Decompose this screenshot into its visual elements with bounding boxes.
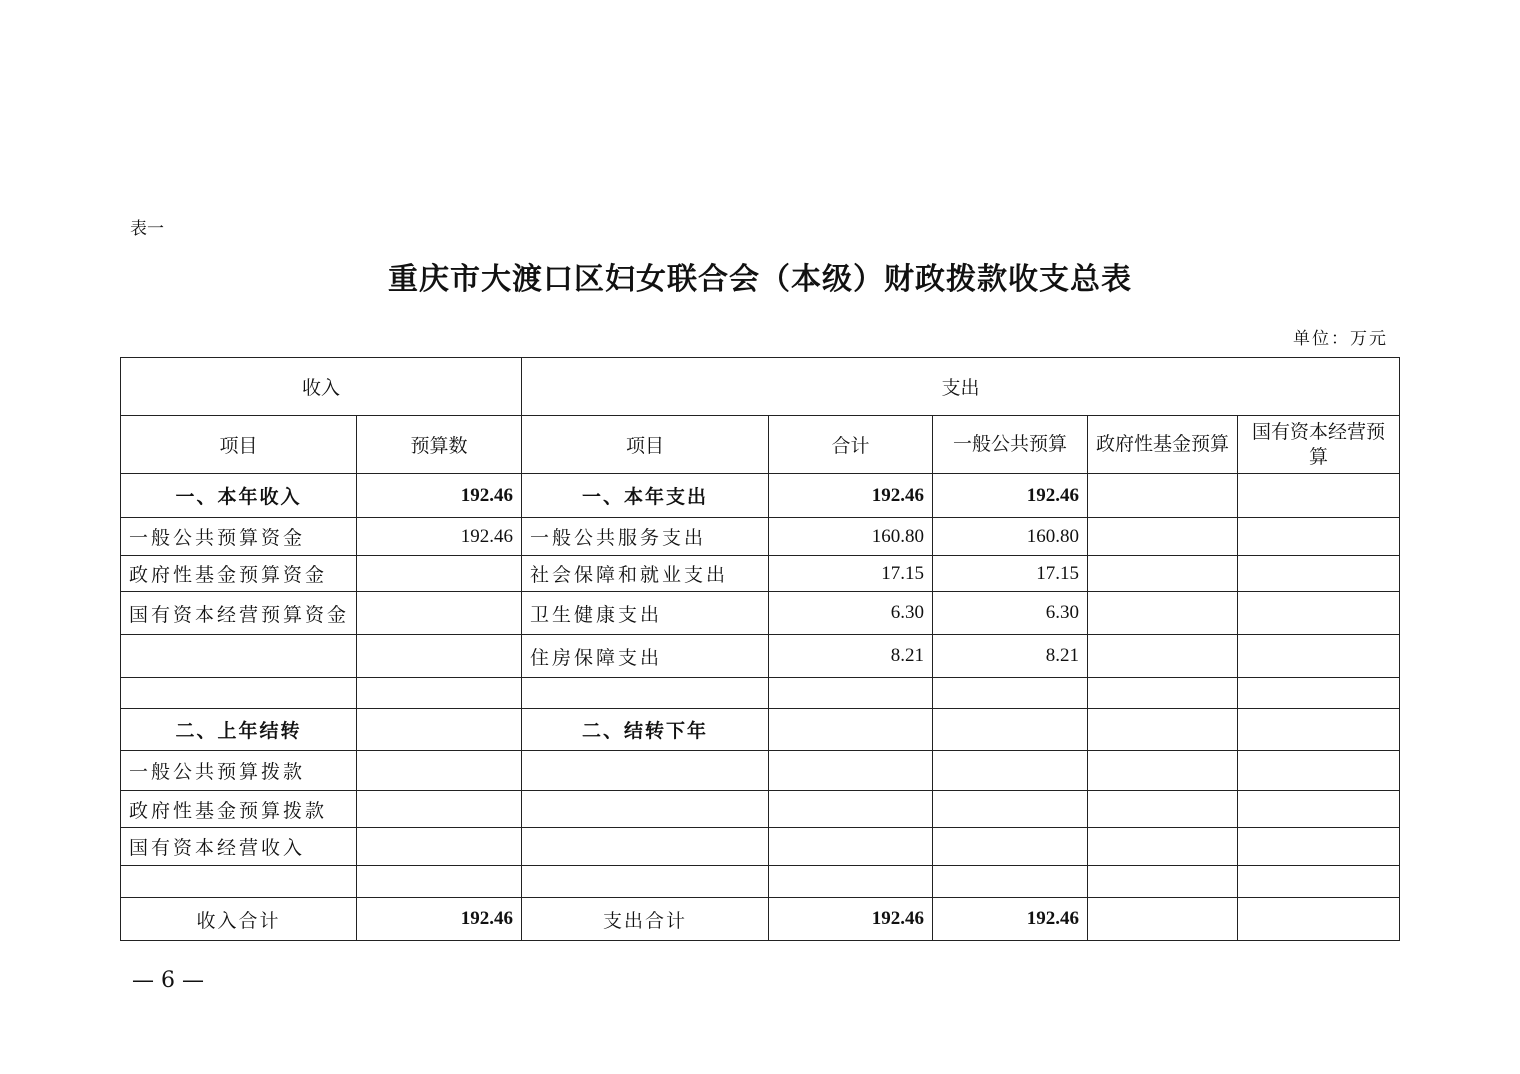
income-item-cell: 一、本年收入 bbox=[121, 474, 357, 518]
table-row bbox=[121, 518, 1400, 556]
expense-item-cell: 卫生健康支出 bbox=[522, 592, 769, 635]
expense-total-cell: 192.46 bbox=[769, 898, 933, 941]
gov-fund-cell bbox=[1088, 751, 1238, 791]
general-budget-cell: 6.30 bbox=[933, 592, 1088, 635]
general-budget-cell bbox=[933, 866, 1088, 898]
expense-total-cell bbox=[769, 866, 933, 898]
table-row bbox=[121, 828, 1400, 866]
general-budget-cell bbox=[933, 791, 1088, 828]
expense-total-cell bbox=[769, 791, 933, 828]
income-amount-cell bbox=[357, 709, 522, 751]
table-row bbox=[121, 556, 1400, 592]
table-row bbox=[121, 866, 1400, 898]
gov-fund-cell bbox=[1088, 866, 1238, 898]
table-row bbox=[121, 898, 1400, 941]
expense-item-cell bbox=[522, 828, 769, 866]
gov-fund-cell bbox=[1088, 791, 1238, 828]
income-item-cell: 二、上年结转 bbox=[121, 709, 357, 751]
header-gov-fund: 政府性基金预算 bbox=[1088, 416, 1238, 474]
expense-item-cell: 住房保障支出 bbox=[522, 635, 769, 678]
gov-fund-cell bbox=[1088, 474, 1238, 518]
state-capital-cell bbox=[1238, 678, 1400, 709]
state-capital-cell bbox=[1238, 791, 1400, 828]
income-item-cell: 一般公共预算资金 bbox=[121, 518, 357, 556]
expense-item-cell bbox=[522, 751, 769, 791]
expense-item-cell: 社会保障和就业支出 bbox=[522, 556, 769, 592]
table-row bbox=[121, 474, 1400, 518]
income-item-cell: 一般公共预算拨款 bbox=[121, 751, 357, 791]
state-capital-cell bbox=[1238, 592, 1400, 635]
income-amount-cell bbox=[357, 791, 522, 828]
income-item-cell: 政府性基金预算拨款 bbox=[121, 791, 357, 828]
gov-fund-cell bbox=[1088, 828, 1238, 866]
header-income-item: 项目 bbox=[121, 416, 357, 474]
expense-item-cell bbox=[522, 678, 769, 709]
income-item-cell bbox=[121, 635, 357, 678]
table-row bbox=[121, 709, 1400, 751]
state-capital-cell bbox=[1238, 709, 1400, 751]
gov-fund-cell bbox=[1088, 518, 1238, 556]
income-amount-cell bbox=[357, 678, 522, 709]
general-budget-cell: 192.46 bbox=[933, 898, 1088, 941]
income-item-cell: 收入合计 bbox=[121, 898, 357, 941]
expense-total-cell bbox=[769, 709, 933, 751]
unit-label: 单位：万元 bbox=[1293, 329, 1388, 349]
income-amount-cell bbox=[357, 828, 522, 866]
table-label: 表一 bbox=[130, 219, 164, 239]
income-item-cell: 国有资本经营收入 bbox=[121, 828, 357, 866]
state-capital-cell bbox=[1238, 518, 1400, 556]
income-item-cell bbox=[121, 866, 357, 898]
state-capital-cell bbox=[1238, 474, 1400, 518]
expense-item-cell bbox=[522, 791, 769, 828]
header-total: 合计 bbox=[769, 416, 933, 474]
general-budget-cell bbox=[933, 709, 1088, 751]
general-budget-cell: 17.15 bbox=[933, 556, 1088, 592]
expense-total-cell: 8.21 bbox=[769, 635, 933, 678]
table-row bbox=[121, 751, 1400, 791]
income-amount-cell: 192.46 bbox=[357, 474, 522, 518]
header-row-2 bbox=[121, 416, 1400, 474]
gov-fund-cell bbox=[1088, 556, 1238, 592]
table-row bbox=[121, 791, 1400, 828]
state-capital-cell bbox=[1238, 751, 1400, 791]
expense-item-cell: 二、结转下年 bbox=[522, 709, 769, 751]
gov-fund-cell bbox=[1088, 709, 1238, 751]
gov-fund-cell bbox=[1088, 592, 1238, 635]
general-budget-cell: 160.80 bbox=[933, 518, 1088, 556]
header-budget: 预算数 bbox=[357, 416, 522, 474]
income-item-cell: 国有资本经营预算资金 bbox=[121, 592, 357, 635]
header-state-capital: 国有资本经营预算 bbox=[1238, 416, 1400, 474]
expense-total-cell: 17.15 bbox=[769, 556, 933, 592]
income-item-cell bbox=[121, 678, 357, 709]
expense-total-cell: 192.46 bbox=[769, 474, 933, 518]
header-general-budget: 一般公共预算 bbox=[933, 416, 1088, 474]
expense-total-cell bbox=[769, 678, 933, 709]
state-capital-cell bbox=[1238, 635, 1400, 678]
general-budget-cell bbox=[933, 828, 1088, 866]
header-income: 收入 bbox=[121, 358, 522, 416]
income-amount-cell bbox=[357, 635, 522, 678]
gov-fund-cell bbox=[1088, 678, 1238, 709]
page-title: 重庆市大渡口区妇女联合会（本级）财政拨款收支总表 bbox=[388, 262, 1132, 297]
header-expense-item: 项目 bbox=[522, 416, 769, 474]
expense-total-cell bbox=[769, 828, 933, 866]
expense-total-cell: 160.80 bbox=[769, 518, 933, 556]
finance-summary-table bbox=[120, 357, 1400, 941]
income-amount-cell bbox=[357, 866, 522, 898]
header-row-1 bbox=[121, 358, 1400, 416]
income-amount-cell bbox=[357, 556, 522, 592]
table-row bbox=[121, 635, 1400, 678]
expense-item-cell: 支出合计 bbox=[522, 898, 769, 941]
expense-item-cell: 一、本年支出 bbox=[522, 474, 769, 518]
table-row bbox=[121, 592, 1400, 635]
income-item-cell: 政府性基金预算资金 bbox=[121, 556, 357, 592]
table-row bbox=[121, 678, 1400, 709]
state-capital-cell bbox=[1238, 556, 1400, 592]
income-amount-cell: 192.46 bbox=[357, 898, 522, 941]
general-budget-cell bbox=[933, 751, 1088, 791]
gov-fund-cell bbox=[1088, 635, 1238, 678]
state-capital-cell bbox=[1238, 828, 1400, 866]
general-budget-cell: 8.21 bbox=[933, 635, 1088, 678]
general-budget-cell: 192.46 bbox=[933, 474, 1088, 518]
income-amount-cell bbox=[357, 751, 522, 791]
header-expense: 支出 bbox=[522, 358, 1400, 416]
general-budget-cell bbox=[933, 678, 1088, 709]
expense-item-cell bbox=[522, 866, 769, 898]
state-capital-cell bbox=[1238, 898, 1400, 941]
state-capital-cell bbox=[1238, 866, 1400, 898]
gov-fund-cell bbox=[1088, 898, 1238, 941]
page-number: — 6 — bbox=[132, 968, 204, 993]
expense-total-cell: 6.30 bbox=[769, 592, 933, 635]
expense-item-cell: 一般公共服务支出 bbox=[522, 518, 769, 556]
expense-total-cell bbox=[769, 751, 933, 791]
income-amount-cell: 192.46 bbox=[357, 518, 522, 556]
income-amount-cell bbox=[357, 592, 522, 635]
